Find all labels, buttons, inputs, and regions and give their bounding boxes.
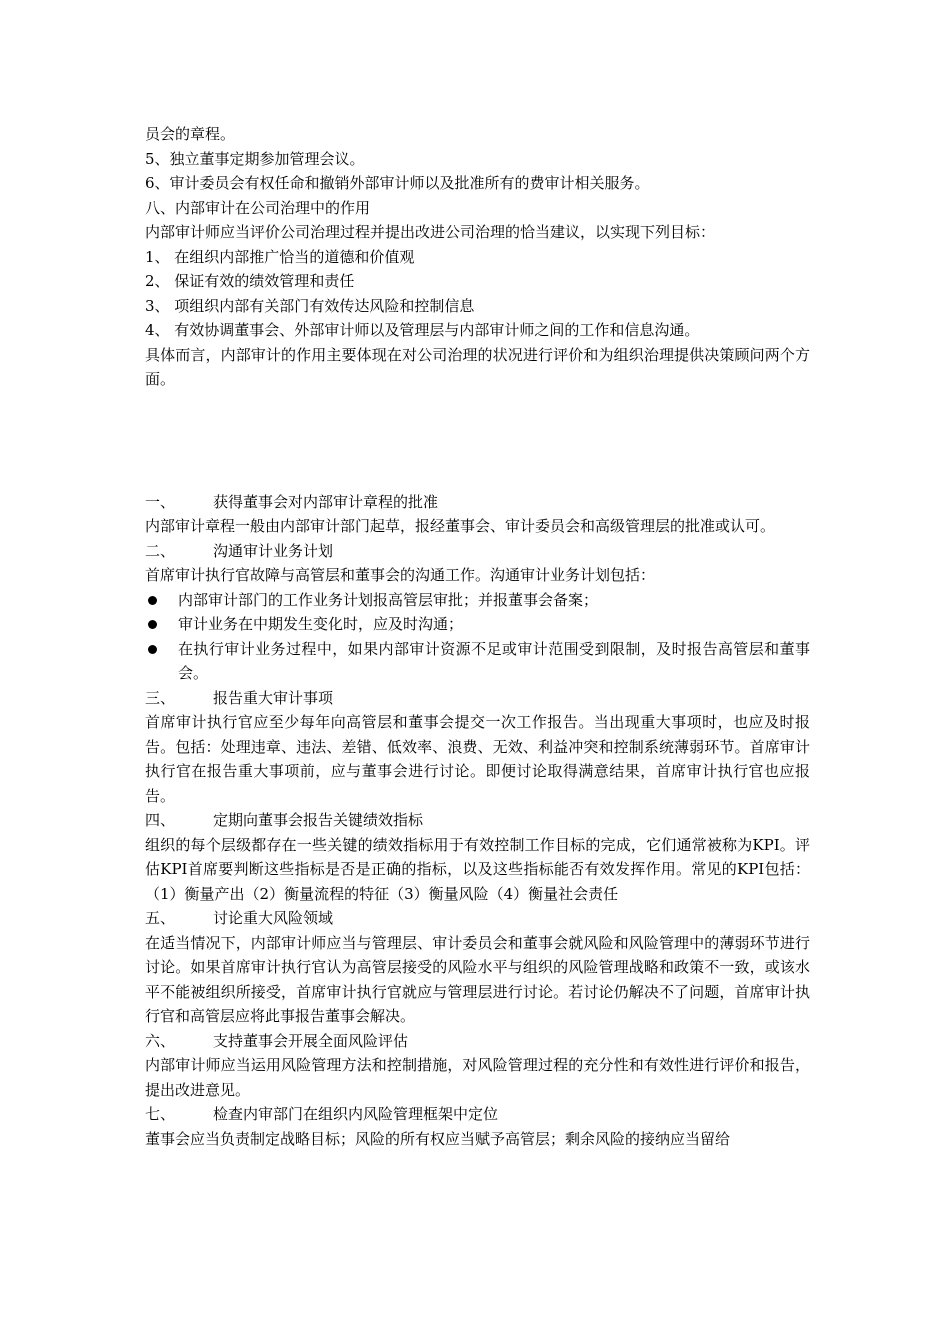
section-number: 二、 bbox=[145, 541, 176, 560]
section-heading bbox=[145, 1102, 810, 1127]
section-title: 支持董事会开展全面风险评估 bbox=[213, 1031, 409, 1050]
section-heading bbox=[145, 906, 810, 931]
blank-space bbox=[145, 392, 810, 490]
bullet-text: 在执行审计业务过程中，如果内部审计资源不足或审计范围受到限制，及时报告高管层和董事会。 bbox=[178, 639, 810, 682]
bullet-text: 审计业务在中期发生变化时，应及时沟通； bbox=[178, 615, 464, 633]
section-heading bbox=[145, 1029, 810, 1054]
bullet-icon bbox=[145, 612, 178, 637]
section-body: 内部审计师应当运用风险管理方法和控制措施，对风险管理过程的充分性和有效性进行评价和报告，提出改进意见。 bbox=[145, 1056, 810, 1099]
section-heading bbox=[145, 539, 810, 564]
section-heading: 八、内部审计在公司治理中的作用 bbox=[145, 198, 371, 217]
section-number: 七、 bbox=[145, 1105, 176, 1123]
section-number: 五、 bbox=[145, 909, 176, 927]
section-number: 一、 bbox=[145, 492, 176, 511]
section-heading bbox=[145, 808, 810, 833]
summary-paragraph: 具体而言，内部审计的作用主要体现在对公司治理的状况进行评价和为组织治理提供决策顾问两个方面。 bbox=[145, 345, 810, 388]
list-item: 2、 保证有效的绩效管理和责任 bbox=[145, 272, 355, 290]
text-line: 内部审计师应当评价公司治理过程并提出改进公司治理的恰当建议，以实现下列目标： bbox=[145, 223, 716, 241]
bullet-item bbox=[145, 588, 810, 613]
section-title: 报告重大审计事项 bbox=[213, 688, 334, 707]
section-number: 六、 bbox=[145, 1031, 176, 1050]
bullet-item bbox=[145, 637, 810, 686]
text-line: 6、审计委员会有权任命和撤销外部审计师以及批准所有的费审计相关服务。 bbox=[145, 174, 650, 192]
section-title: 定期向董事会报告关键绩效指标 bbox=[213, 811, 424, 829]
section-body: 首席审计执行官应至少每年向高管层和董事会提交一次工作报告。当出现重大事项时，也应及时报告。包括：处理违章、违法、差错、低效率、浪费、无效、利益冲突和控制系统薄弱环节。首席审计执行官在报告重大事项前，应与董事会进行讨论。即便讨论取得满意结果，首席审计执行官也应报告。 bbox=[145, 713, 810, 805]
section-title: 获得董事会对内部审计章程的批准 bbox=[213, 492, 439, 511]
section-heading bbox=[145, 490, 810, 515]
list-item: 4、 有效协调董事会、外部审计师以及管理层与内部审计师之间的工作和信息沟通。 bbox=[145, 321, 700, 339]
bullet-item bbox=[145, 612, 810, 637]
bullet-icon bbox=[145, 637, 178, 686]
section-heading bbox=[145, 686, 810, 711]
bullet-text: 内部审计部门的工作业务计划报高管层审批；并报董事会备案； bbox=[178, 590, 599, 609]
section-title: 讨论重大风险领域 bbox=[213, 909, 334, 927]
section-number: 四、 bbox=[145, 811, 176, 829]
section-body: 组织的每个层级都存在一些关键的绩效指标用于有效控制工作目标的完成，它们通常被称为KPI。评估KPI首席要判断这些指标是否是正确的指标，以及这些指标能否有效发挥作用。常见的KPI包括：（1）衡量产出（2）衡量流程的特征（3）衡量风险（4）衡量社会责任 bbox=[145, 835, 810, 903]
section-body: 首席审计执行官故障与高管层和董事会的沟通工作。沟通审计业务计划包括： bbox=[145, 566, 656, 584]
section-number: 三、 bbox=[145, 688, 176, 707]
list-item: 1、 在组织内部推广恰当的道德和价值观 bbox=[145, 247, 415, 266]
bullet-icon bbox=[145, 588, 178, 613]
section-title: 沟通审计业务计划 bbox=[213, 541, 334, 560]
section-title: 检查内审部门在组织内风险管理框架中定位 bbox=[213, 1105, 499, 1123]
document-page bbox=[145, 122, 810, 1151]
section-body: 董事会应当负责制定战略目标；风险的所有权应当赋予高管层；剩余风险的接纳应当留给 bbox=[145, 1129, 731, 1148]
section-body: 内部审计章程一般由内部审计部门起草，报经董事会、审计委员会和高级管理层的批准或认可。 bbox=[145, 517, 776, 535]
section-body: 在适当情况下，内部审计师应当与管理层、审计委员会和董事会就风险和风险管理中的薄弱环节进行讨论。如果首席审计执行官认为高管层接受的风险水平与组织的风险管理战略和政策不一致，或该水平不能被组织所接受，首席审计执行官就应与管理层进行讨论。若讨论仍解决不了问题，首席审计执行官和高管层应将此事报告董事会解决。 bbox=[145, 933, 810, 1025]
text-line: 员会的章程。 bbox=[145, 125, 236, 143]
text-line: 5、独立董事定期参加管理会议。 bbox=[145, 149, 365, 168]
list-item: 3、 项组织内部有关部门有效传达风险和控制信息 bbox=[145, 296, 475, 315]
